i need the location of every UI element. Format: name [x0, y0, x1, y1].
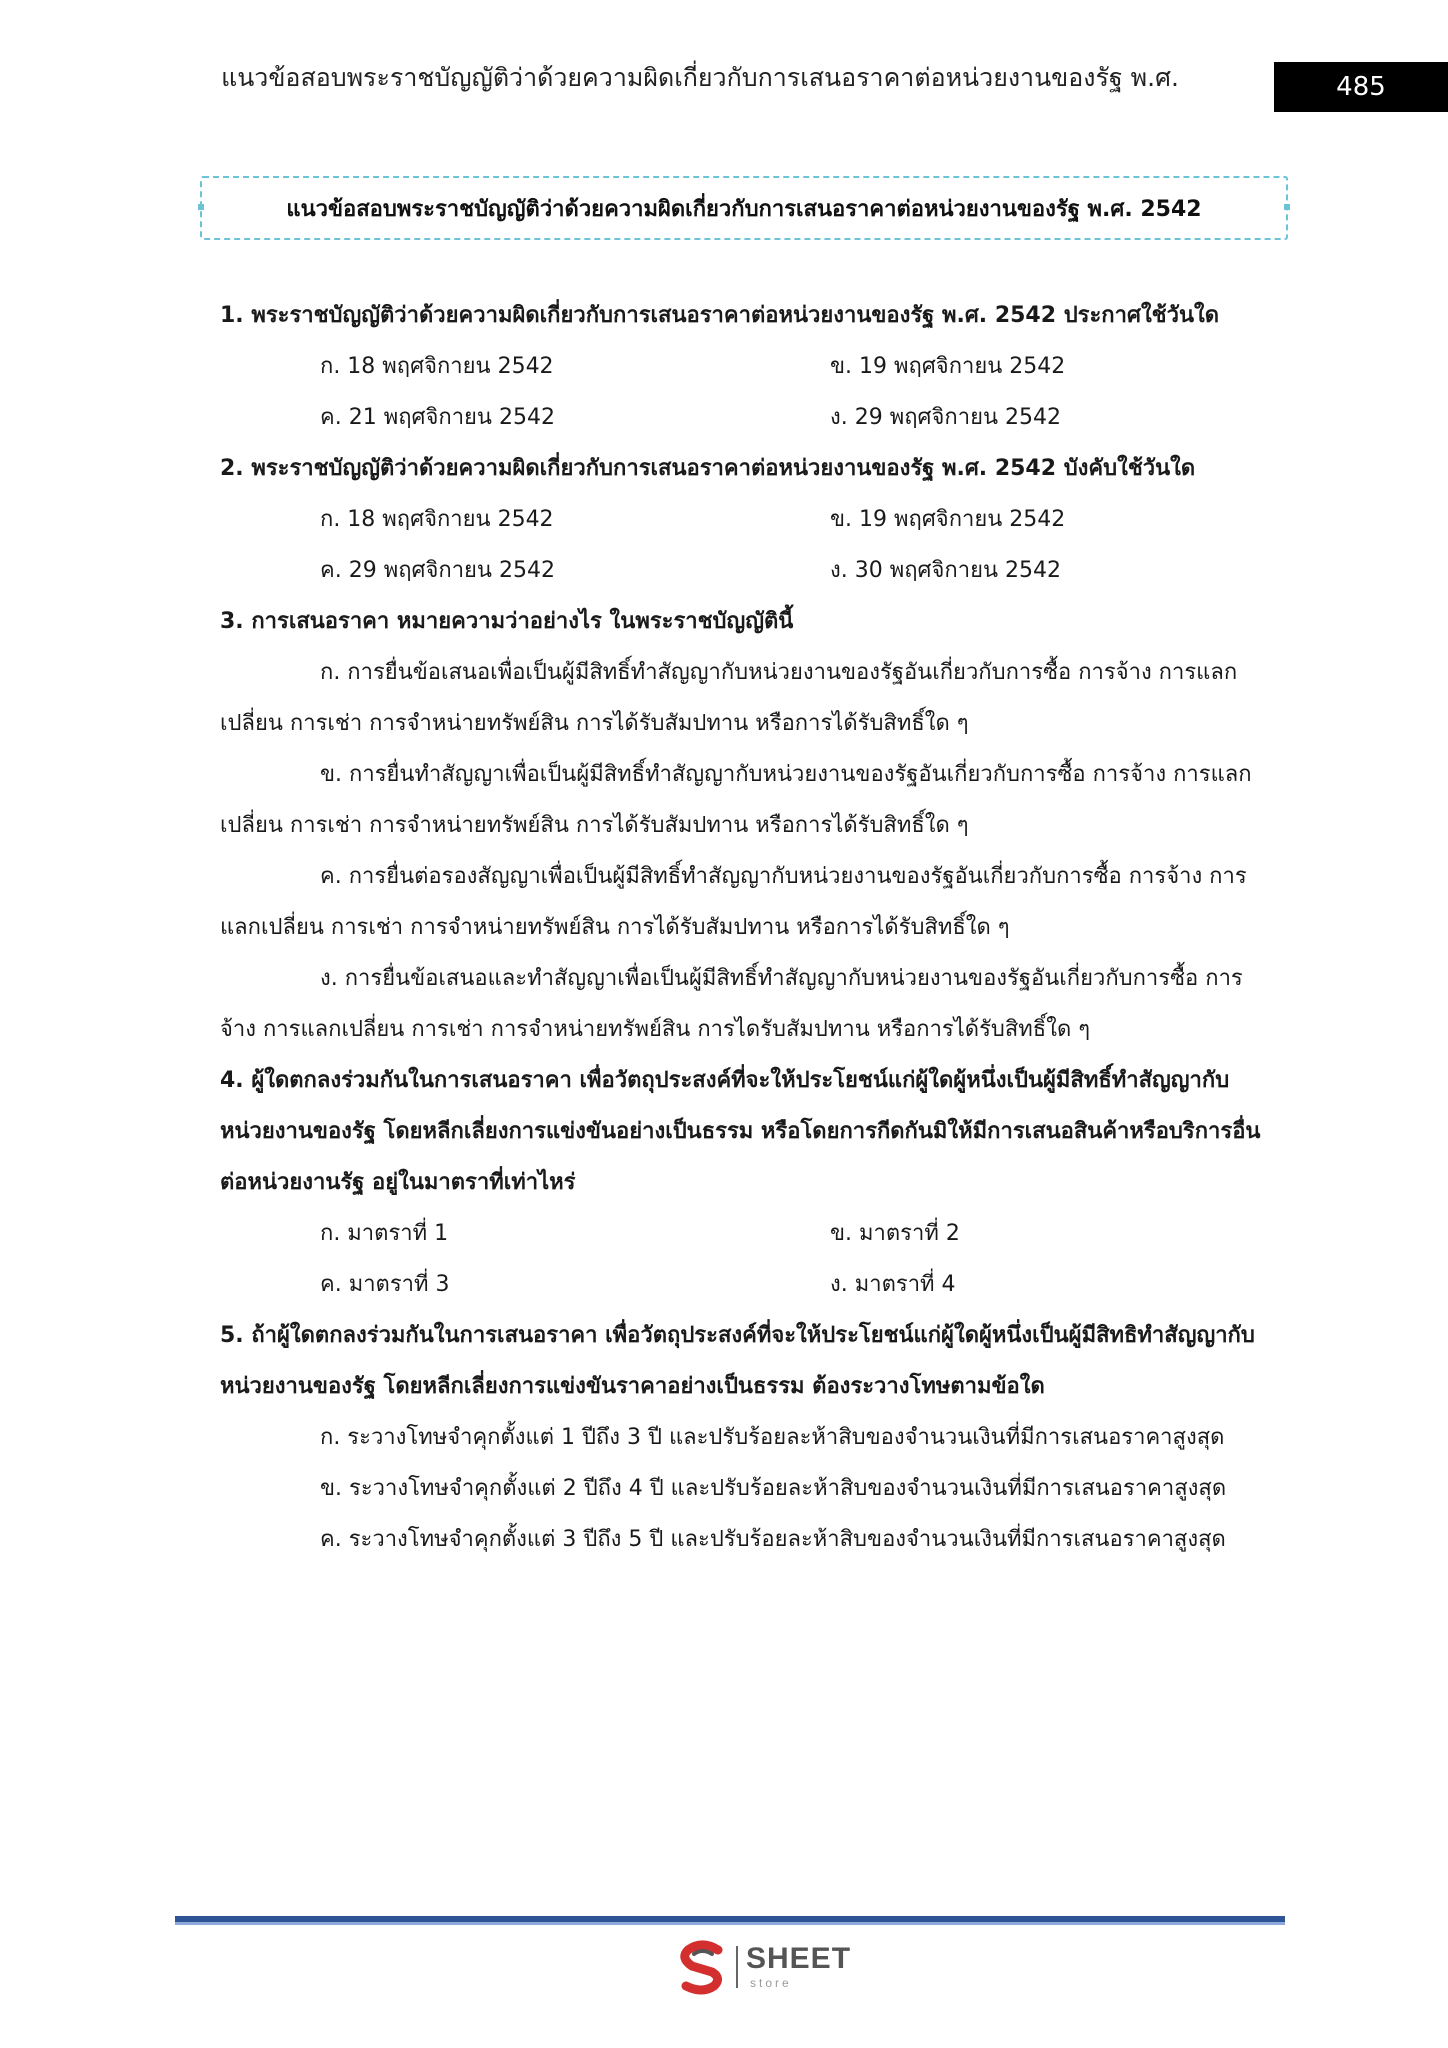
question-2: 2. พระราชบัญญัติว่าด้วยความผิดเกี่ยวกับการเสนอราคาต่อหน่วยงานของรัฐ พ.ศ. 2542 บังคับใช้วันใด — [220, 456, 1196, 481]
footer-rule-accent — [175, 1922, 1285, 1925]
section-title — [200, 176, 1288, 240]
logo-wordmark: SHEET — [746, 1942, 852, 1975]
logo-divider — [736, 1946, 738, 1988]
section-title-text: แนวข้อสอบพระราชบัญญัติว่าด้วยความผิดเกี่ยวกับการเสนอราคาต่อหน่วยงานของรัฐ พ.ศ. 2542 — [286, 196, 1202, 222]
option: ข. การยื่นทำสัญญาเพื่อเป็นผู้มีสิทธิ์ทำสัญญากับหน่วยงานของรัฐอันเกี่ยวกับการซื้อ การจ้าง การแลกเปลี่ยน การเช่า การจำหน่ายทรัพย์สิน การได้รับสัมปทาน หรือการได้รับสิทธิ์ใด ๆ — [220, 762, 1252, 838]
question-4: 4. ผู้ใดตกลงร่วมกันในการเสนอราคา เพื่อวัตถุประสงค์ที่จะให้ประโยชน์แก่ผู้ใดผู้หนึ่งเป็นผู้มีสิทธิ์ทำสัญญากับหน่วยงานของรัฐ โดยหลีกเลี่ยงการแข่งขันอย่างเป็นธรรม หรือโดยการกีดกันมิให้มีการเสนอสินค้าหรือบริการอื่นต่อหน่วยงานรัฐ อยู่ในมาตราที่เท่าไหร่ — [220, 1068, 1261, 1195]
question-list — [220, 290, 1270, 1565]
option: ง. 30 พฤศจิกายน 2542 — [830, 558, 1061, 583]
option: ก. 18 พฤศจิกายน 2542 — [320, 354, 554, 379]
option: ค. มาตราที่ 3 — [320, 1272, 450, 1297]
option: ง. การยื่นข้อเสนอและทำสัญญาเพื่อเป็นผู้มีสิทธิ์ทำสัญญากับหน่วยงานของรัฐอันเกี่ยวกับการซื้อ การจ้าง การแลกเปลี่ยน การเช่า การจำหน่ายทรัพย์สิน การไดรับสัมปทาน หรือการได้รับสิทธิ์ใด ๆ — [220, 966, 1243, 1042]
option: ข. 19 พฤศจิกายน 2542 — [830, 354, 1066, 379]
option: ก. ระวางโทษจำคุกตั้งแต่ 1 ปีถึง 3 ปี และปรับร้อยละห้าสิบของจำนวนเงินที่มีการเสนอราคาสูงสุด — [320, 1425, 1225, 1450]
logo-subtext: store — [750, 1976, 792, 1990]
option: ง. มาตราที่ 4 — [830, 1272, 956, 1297]
option: ข. ระวางโทษจำคุกตั้งแต่ 2 ปีถึง 4 ปี และปรับร้อยละห้าสิบของจำนวนเงินที่มีการเสนอราคาสูงสุด — [320, 1476, 1227, 1501]
running-header: แนวข้อสอบพระราชบัญญัติว่าด้วยความผิดเกี่ยวกับการเสนอราคาต่อหน่วยงานของรัฐ พ.ศ. — [221, 63, 1179, 92]
sheet-store-logo-icon — [672, 1938, 732, 1998]
option: ค. 29 พฤศจิกายน 2542 — [320, 558, 555, 583]
page-number: 485 — [1274, 62, 1448, 112]
option: ค. 21 พฤศจิกายน 2542 — [320, 405, 555, 430]
question-3: 3. การเสนอราคา หมายความว่าอย่างไร ในพระราชบัญญัตินี้ — [220, 609, 794, 634]
question-1-options — [220, 341, 1270, 443]
question-4-options — [220, 1208, 1270, 1310]
option: ก. มาตราที่ 1 — [320, 1221, 449, 1246]
option: ข. มาตราที่ 2 — [830, 1221, 960, 1246]
question-1: 1. พระราชบัญญัติว่าด้วยความผิดเกี่ยวกับการเสนอราคาต่อหน่วยงานของรัฐ พ.ศ. 2542 ประกาศใช้วันใด — [220, 303, 1220, 328]
option: ง. 29 พฤศจิกายน 2542 — [830, 405, 1061, 430]
option: ก. 18 พฤศจิกายน 2542 — [320, 507, 554, 532]
option: ค. ระวางโทษจำคุกตั้งแต่ 3 ปีถึง 5 ปี และปรับร้อยละห้าสิบของจำนวนเงินที่มีการเสนอราคาสูงสุด — [320, 1527, 1226, 1552]
option: ก. การยื่นข้อเสนอเพื่อเป็นผู้มีสิทธิ์ทำสัญญากับหน่วยงานของรัฐอันเกี่ยวกับการซื้อ การจ้าง การแลกเปลี่ยน การเช่า การจำหน่ายทรัพย์สิน การได้รับสัมปทาน หรือการได้รับสิทธิ์ใด ๆ — [220, 660, 1238, 736]
sheet-store-logo — [672, 1938, 872, 1998]
option: ค. การยื่นต่อรองสัญญาเพื่อเป็นผู้มีสิทธิ์ทำสัญญากับหน่วยงานของรัฐอันเกี่ยวกับการซื้อ การจ้าง การแลกเปลี่ยน การเช่า การจำหน่ายทรัพย์สิน การได้รับสัมปทาน หรือการได้รับสิทธิ์ใด ๆ — [220, 864, 1247, 940]
question-5: 5. ถ้าผู้ใดตกลงร่วมกันในการเสนอราคา เพื่อวัตถุประสงค์ที่จะให้ประโยชน์แก่ผู้ใดผู้หนึ่งเป็นผู้มีสิทธิทำสัญญากับหน่วยงานของรัฐ โดยหลีกเลี่ยงการแข่งขันราคาอย่างเป็นธรรม ต้องระวางโทษตามข้อใด — [220, 1323, 1255, 1399]
option: ข. 19 พฤศจิกายน 2542 — [830, 507, 1066, 532]
question-2-options — [220, 494, 1270, 596]
